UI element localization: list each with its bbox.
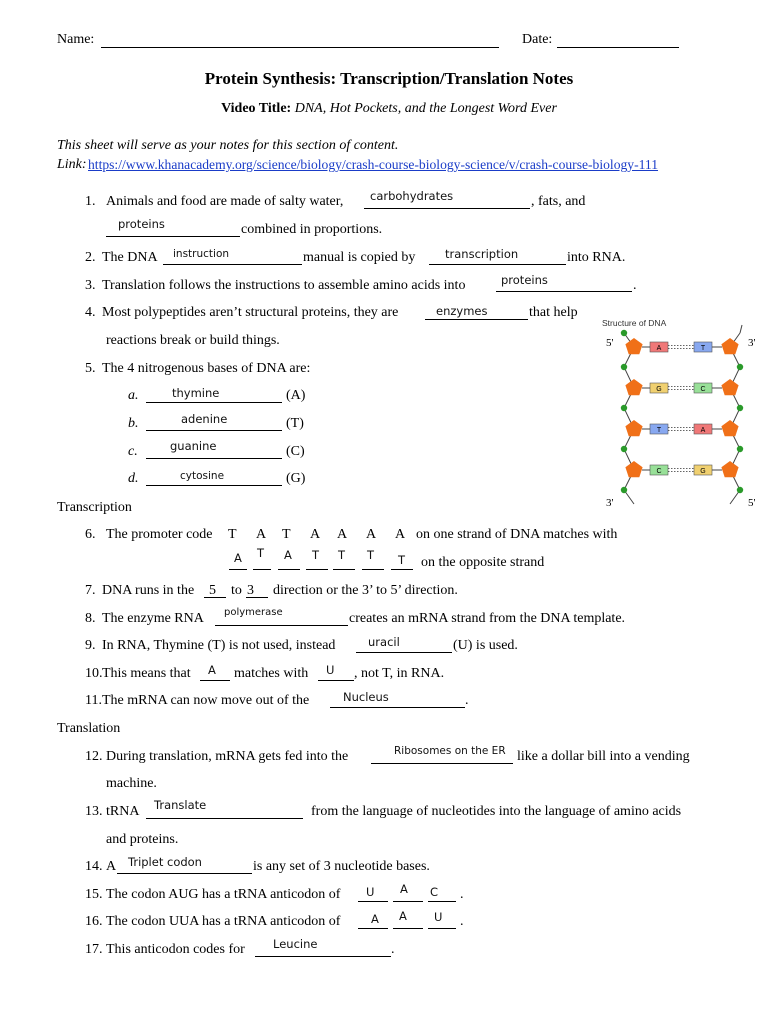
right-backbone-end xyxy=(740,325,742,333)
q2-number: 2. xyxy=(85,250,96,265)
q7-text-a: DNA runs in the xyxy=(102,583,195,598)
q1-text-c: combined in proportions. xyxy=(241,222,383,237)
base-right-label-1: T xyxy=(700,345,706,352)
q6-code-4: A xyxy=(310,527,321,542)
q15-answer-1: U xyxy=(366,885,375,899)
q8-text-a: The enzyme RNA xyxy=(102,611,204,626)
q12-text-c: machine. xyxy=(106,776,157,791)
q15-blank-2[interactable] xyxy=(393,901,423,902)
base-right-label-2: C xyxy=(700,386,706,393)
q8-blank[interactable] xyxy=(215,625,348,626)
q3-blank[interactable] xyxy=(496,291,632,292)
q6-blank-6[interactable] xyxy=(362,569,384,570)
q1-blank-2[interactable] xyxy=(106,236,240,237)
q1-answer-1: carbohydrates xyxy=(370,189,454,203)
q7-text-b: to xyxy=(231,583,242,598)
q16-number: 16. xyxy=(85,914,103,929)
q7-answer-2: 3 xyxy=(247,583,254,598)
q6-answer-6: T xyxy=(367,548,375,562)
q5a-code: (A) xyxy=(286,388,306,403)
q12-answer: Ribosomes on the ER xyxy=(394,745,506,757)
base-left-label-1: A xyxy=(656,345,662,352)
base-left-label-2: G xyxy=(656,386,662,393)
q2-answer-2: transcription xyxy=(445,247,519,261)
q15-text-a: The codon AUG has a tRNA anticodon of xyxy=(106,887,341,902)
q7-text-c: direction or the 3’ to 5’ direction. xyxy=(273,583,458,598)
q5d-answer: cytosine xyxy=(180,470,225,482)
q10-blank-1[interactable] xyxy=(200,680,230,681)
q11-number: 11. xyxy=(85,693,102,708)
q17-text-a: This anticodon codes for xyxy=(106,942,245,957)
q6-blank-5[interactable] xyxy=(333,569,355,570)
q16-blank-1[interactable] xyxy=(358,928,388,929)
video-title: DNA, Hot Pockets, and the Longest Word Ever xyxy=(294,101,557,116)
q14-number: 14. xyxy=(85,859,103,874)
q15-answer-3: C xyxy=(430,885,439,899)
video-title-label: Video Title: xyxy=(221,101,292,116)
q8-answer: polymerase xyxy=(224,607,283,618)
phosphate-left-1 xyxy=(621,364,627,370)
q6-code-2: A xyxy=(256,527,267,542)
q10-text-c: , not T, in RNA. xyxy=(354,666,445,681)
q16-answer-1: A xyxy=(371,912,379,926)
q16-text-a: The codon UUA has a tRNA anticodon of xyxy=(106,914,341,929)
q6-text-a: The promoter code xyxy=(106,527,213,542)
q13-text-c: and proteins. xyxy=(106,832,179,847)
q3-text-a: Translation follows the instructions to assemble amino acids into xyxy=(102,278,466,293)
page-title: Protein Synthesis: Transcription/Translation Notes xyxy=(204,69,574,88)
q1-text-a: Animals and food are made of salty water, xyxy=(106,194,344,209)
q2-answer-1: instruction xyxy=(173,248,230,260)
q6-answer-2: T xyxy=(257,546,265,560)
q14-text-b: is any set of 3 nucleotide bases. xyxy=(253,859,430,874)
q15-blank-1[interactable] xyxy=(358,901,388,902)
base-left-label-4: C xyxy=(656,468,662,475)
diagram-label-3-bottom: 3' xyxy=(606,497,614,509)
section-translation: Translation xyxy=(57,721,121,736)
q12-text-b: like a dollar bill into a vending xyxy=(517,749,690,764)
phosphate-right-1 xyxy=(737,364,743,370)
q1-blank-1[interactable] xyxy=(364,208,530,209)
q16-text-b: . xyxy=(460,914,464,929)
q4-text-c: reactions break or build things. xyxy=(106,333,280,348)
name-label: Name: xyxy=(57,32,95,47)
q9-text-a: In RNA, Thymine (T) is not used, instead xyxy=(102,638,336,653)
q5a-blank[interactable] xyxy=(146,402,282,403)
dna-backbone xyxy=(621,325,743,504)
q6-answer-3: A xyxy=(284,548,292,562)
q3-text-b: . xyxy=(633,278,637,293)
q16-answer-2: A xyxy=(399,909,407,923)
q14-answer: Triplet codon xyxy=(128,855,202,869)
q2-text-c: into RNA. xyxy=(567,250,626,265)
date-field[interactable] xyxy=(557,47,679,48)
sugar-right-2 xyxy=(721,379,738,395)
q13-blank[interactable] xyxy=(146,818,303,819)
sugar-right-1 xyxy=(721,338,738,354)
q11-text-a: The mRNA can now move out of the xyxy=(102,693,310,708)
q9-number: 9. xyxy=(85,638,96,653)
q10-text-a: This means that xyxy=(102,666,191,681)
q6-blank-2[interactable] xyxy=(253,569,271,570)
phosphate-right-4 xyxy=(737,487,743,493)
q6-answer-7: T xyxy=(398,553,406,567)
sugar-left-4 xyxy=(625,461,642,477)
q11-text-b: . xyxy=(465,693,469,708)
q4-blank[interactable] xyxy=(425,319,528,320)
sugar-right-3 xyxy=(721,420,738,436)
q3-answer: proteins xyxy=(501,273,548,287)
q5b-blank[interactable] xyxy=(146,430,282,431)
q14-blank[interactable] xyxy=(117,873,252,874)
khan-academy-link[interactable]: https://www.khanacademy.org/science/biology/crash-course-biology-science/v/crash-course-biology-111 xyxy=(88,157,659,172)
q5c-letter: c. xyxy=(128,444,138,459)
phosphate-left-3 xyxy=(621,446,627,452)
q6-text-c: on the opposite strand xyxy=(421,555,545,570)
phosphate-left-4 xyxy=(621,487,627,493)
video-title-line xyxy=(0,102,768,116)
q6-code-7: A xyxy=(395,527,406,542)
q15-answer-2: A xyxy=(400,882,408,896)
base-left-label-3: T xyxy=(656,427,662,434)
section-transcription: Transcription xyxy=(57,500,132,515)
q1-answer-2: proteins xyxy=(118,217,165,231)
q4-number: 4. xyxy=(85,305,96,320)
q5-text: The 4 nitrogenous bases of DNA are: xyxy=(102,361,311,376)
q4-answer: enzymes xyxy=(436,304,488,318)
q6-answer-1: A xyxy=(234,551,242,565)
diagram-label-3-top: 3' xyxy=(748,337,756,349)
q16-blank-3[interactable] xyxy=(428,928,456,929)
dna-base-pairs xyxy=(642,342,722,475)
dna-structure-diagram xyxy=(598,314,766,514)
q5c-code: (C) xyxy=(286,444,305,459)
q15-text-b: . xyxy=(460,887,464,902)
q10-text-b: matches with xyxy=(234,666,309,681)
phosphate-right-2 xyxy=(737,405,743,411)
q6-code-5: A xyxy=(337,527,348,542)
phosphate-left-2 xyxy=(621,405,627,411)
q1-text-b: , fats, and xyxy=(531,194,586,209)
q16-blank-2[interactable] xyxy=(393,928,423,929)
base-right-label-3: A xyxy=(700,427,706,434)
q5c-blank[interactable] xyxy=(146,458,282,459)
diagram-label-5-top: 5' xyxy=(606,337,614,349)
q3-number: 3. xyxy=(85,278,96,293)
q10-answer-2: U xyxy=(326,663,335,677)
sugar-right-4 xyxy=(721,461,738,477)
q5d-letter: d. xyxy=(128,471,139,486)
q10-number: 10. xyxy=(85,666,103,681)
diagram-title: Structure of DNA xyxy=(602,318,667,328)
q15-number: 15. xyxy=(85,887,103,902)
q5c-answer: guanine xyxy=(170,439,217,453)
q14-text-a: A xyxy=(106,859,117,874)
q4-text-a: Most polypeptides aren’t structural proteins, they are xyxy=(102,305,399,320)
left-backbone-line xyxy=(624,333,634,504)
date-label: Date: xyxy=(522,32,553,47)
q15-blank-3[interactable] xyxy=(428,901,456,902)
q9-answer: uracil xyxy=(368,635,400,649)
q13-text-b: from the language of nucleotides into the language of amino acids xyxy=(311,804,682,819)
q16-answer-3: U xyxy=(434,910,443,924)
q6-code-3: T xyxy=(282,527,291,542)
q6-blank-3[interactable] xyxy=(278,569,300,570)
q2-blank-1[interactable] xyxy=(163,264,302,265)
q2-text-a: The DNA xyxy=(102,250,158,265)
q12-number: 12. xyxy=(85,749,103,764)
q6-blank-7[interactable] xyxy=(391,569,413,570)
phosphate-right-3 xyxy=(737,446,743,452)
q11-blank[interactable] xyxy=(330,707,465,708)
sugar-left-2 xyxy=(625,379,642,395)
q5d-blank[interactable] xyxy=(146,485,282,486)
q17-text-b: . xyxy=(391,942,395,957)
q7-number: 7. xyxy=(85,583,96,598)
sugar-left-3 xyxy=(625,420,642,436)
q13-number: 13. xyxy=(85,804,103,819)
q7-answer-1: 5 xyxy=(209,583,216,598)
q13-text-a: tRNA xyxy=(106,804,140,819)
q5a-answer: thymine xyxy=(172,386,220,400)
q6-code-1: T xyxy=(228,527,237,542)
q17-blank[interactable] xyxy=(255,956,391,957)
q5b-answer: adenine xyxy=(181,412,228,426)
q10-answer-1: A xyxy=(208,663,216,677)
q9-text-b: (U) is used. xyxy=(453,638,518,653)
q17-number: 17. xyxy=(85,942,103,957)
q6-answer-5: T xyxy=(338,548,346,562)
q12-text-a: During translation, mRNA gets fed into the xyxy=(106,749,349,764)
q5a-letter: a. xyxy=(128,388,139,403)
q5d-code: (G) xyxy=(286,471,306,486)
q9-blank[interactable] xyxy=(356,652,452,653)
q11-answer: Nucleus xyxy=(343,690,389,704)
right-backbone-line xyxy=(730,333,740,504)
phosphate-left-top xyxy=(621,330,627,336)
q2-text-b: manual is copied by xyxy=(303,250,416,265)
name-field[interactable] xyxy=(101,47,499,48)
q13-answer: Translate xyxy=(154,798,207,812)
q6-text-b: on one strand of DNA matches with xyxy=(416,527,618,542)
q5-number: 5. xyxy=(85,361,96,376)
q8-text-b: creates an mRNA strand from the DNA template. xyxy=(349,611,626,626)
q6-answer-4: T xyxy=(312,548,320,562)
q12-blank[interactable] xyxy=(371,763,513,764)
q2-blank-2[interactable] xyxy=(429,264,566,265)
q6-blank-1[interactable] xyxy=(229,569,247,570)
q5b-code: (T) xyxy=(286,416,304,431)
q4-text-b: that help xyxy=(529,305,578,320)
intro-text: This sheet will serve as your notes for this section of content. xyxy=(57,138,399,153)
q6-number: 6. xyxy=(85,527,96,542)
base-right-label-4: G xyxy=(700,468,706,475)
diagram-label-5-bottom: 5' xyxy=(748,497,756,509)
sugar-left-1 xyxy=(625,338,642,354)
q8-number: 8. xyxy=(85,611,96,626)
q6-blank-4[interactable] xyxy=(306,569,328,570)
q5b-letter: b. xyxy=(128,416,139,431)
q10-blank-2[interactable] xyxy=(318,680,354,681)
q17-answer: Leucine xyxy=(273,937,318,951)
q6-code-6: A xyxy=(366,527,377,542)
q1-number: 1. xyxy=(85,194,96,209)
link-label: Link: xyxy=(57,157,87,172)
